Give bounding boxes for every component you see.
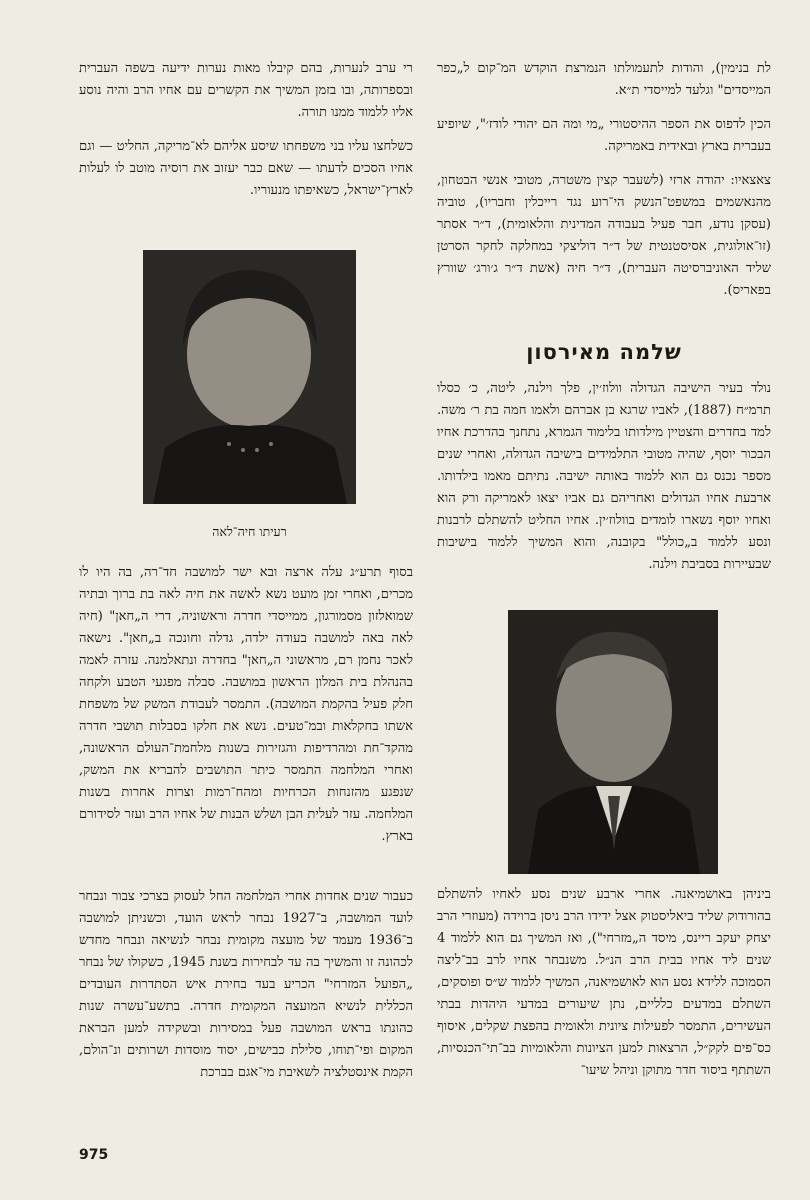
paragraph: הכין לדפוס את הספר ההיסטורי „מי ומה הם יהודי לודז׳", שיופיע בעברית בארץ ובאידית באמריקה. xyxy=(437,117,771,154)
photo-caption: רעיתו חיה־לאה xyxy=(212,524,287,539)
right-column-bottom xyxy=(437,884,771,1082)
left-column-top xyxy=(79,58,413,202)
paragraph: צאצאיו: יהודה ארזי (לשעבר קצין משטרה, מטובי אנשי הבטחון, מהנאשמים במשפט־הנשק הי־רוע נגד רייכלין וחבריו), טוביה (עסקן נודע, חבר פעיל בעבודה המדינית והלאומית), ד״ר אסתר (זו־אולוגית, אסיסטנטית של ד״ר דוליצקי במחלקה לחקר הסרטן שליד האוניברסיטה העברית), ד״ר חיה (אשת ד״ר ג׳ורג׳ שוורץ בפאריס). xyxy=(437,173,771,298)
left-column-bottom-2 xyxy=(79,886,413,1084)
right-column-middle xyxy=(437,378,771,576)
paragraph: רי ערב לנערות, בהם קיבלו מאות נערות ידיעה בשפה העברית ובספרותה, ובו בזמן המשיך את הקשרים עם אחיו הרב והיה נוסע אליו ללמוד ממנו תורה. xyxy=(79,61,413,120)
portrait-photo-wife xyxy=(143,250,356,504)
paragraph: בסוף תרע״ג עלה ארצה ובא ישר למושבה חד־רה, בה היו לו מכרים, ואחרי זמן מועט נשא לאשה את חיה לאה בת ברוך ובתיה שמואלזון מסמורגון, ממייסדי חדרה וראשוניה, דרי ה„חאן" (חיה לאה באה למושבה בעודה ילדה, גדלה וחונכה ב„חאן". נישאה לאכר נחמן רם, מראשוני ה„חאן" בחדרה ונתאלמנה. עזרה לאמה בהנהלת בית המלון הראשון במושבה. סבלה מפגעי הטבע ולקחה חלק פעיל בהקמת המושבה). התמסר לעבודת המשק של משפחת אשתו בחקלאות ובמ־טעים. נשא את חלקו בסבלות תושבי חדרה מהקד־חת ומהרדיפות והגזירות בשנות מלחמת־העולם הראשונה, ואחרי המלחמה התמסר כיתר התושבים להבריא את המשק, שנפגע מהזנחות הכרחיות ומהח־רמות וצרות אחרות בשנות המלחמה. עזר לעלית הבן ושלש הבנות של אחיו הרב ועזר לסידורם בארץ. xyxy=(79,565,413,844)
paragraph: כעבור שנים אחדות אחרי המלחמה החל לעסוק בצרכי צבור ונבחר לועד המושבה, ב־1927 נבחר לראש הועד, וכשניתן למושבה ב־1936 מעמד של מועצה מקומית נבחר לנשיאה ונבחר מחדש לכהונה זו והמשיך בה עד לבחירות בשנת 1945, כשקולו של נבחר „הפועל המזרחי" הכריע בעד בחירת איש הסתדרות העובדים הכללית לנשיא המועצה המקומית חדרה. בתשע־עשרה שנות כהונתו בראש המושבה פעל במסירות ובשקידה למען הבראת המקום ופי־תוחו, סלילת כבישים, יסוד מוסדות ושרותים ונ־הולם, הקמת אינסטלציה לשאיבת מי־אגם בברכת xyxy=(79,889,413,1080)
paragraph: לת בנימין), והודות לתעמולתו הנמרצת הוקדש המ־קום ל„כפר המייסדים" וגלעד למייסדי ת״א. xyxy=(437,61,771,98)
right-column-top xyxy=(437,58,771,302)
left-column-bottom xyxy=(79,562,413,848)
paragraph: נולד בעיר הישיבה הגדולה וולוז׳ין, פלך וילנה, ליטה, כ׳ כסלו תרמ״ח (1887), לאביו שרגא בן אברהם ולאמו חמה בת ר׳ משה. למד בחדרים והצטיין מילדותו בלימוד הגמרא, נתחנך בהדרכת אחיו הבכור יוסף, שהיה מטובי התלמידים בישיבה הגדולה, ואחרי שנים מספר נכנס גם הוא ללמוד באותה ישיבה. נתיתם מאמו בילדותו. ארבעת אחיו הגדולים ואחריהם גם אביו יצאו לאמריקה ורק הוא ואחיו יוסף נשארו לומדים בוולוז׳ין. אחיו החליט להשתלם לרבנות ונסע ללמוד ב„כולל" בקובנה, והוא המשיך ללמוד בישיבות שבעיירות בסביבת וילנה. xyxy=(437,381,771,572)
paragraph: ביניהן באושמיאנה. אחרי ארבע שנים נסע לאחיו להשתלם בהורודוק שליד ביאליסטוק אצל ידידו הרב ניסן ברוידה (מעוזרי הרב יצחק יעקב ריינס, מיסד ה„מזרחי"), ואז המשיך גם הוא ללמוד 4 שנים ליד אחיו בבית הרב הנ״ל. משנבחר אחיו לרב בב־ליצה הסמוכה ללידא נסע הוא לאושמיאנה, המשיך ללמוד ש״ס ופוסקים, השתלם במדעים כלליים, נתן שיעורים במדעי היהדות בבתי העשירים, התמסר לפעילות ציונית ולאומית בהפצת שקלים, איסוף כס־פים לקק״ל, הרצאות למען הציונות והלאומיות בב־תי־הכנסיות, השתתף ביסוד חדר מתוקן וניהל שיעו־ xyxy=(437,887,771,1078)
portrait-photo-meirson xyxy=(508,610,718,874)
paragraph: כשלחצו עליו בני משפחתו שיסע אליהם לא־מריקה, החליט — וגם אחיו הסכים לדעתו — שאם כבר יעזוב את רוסיה מוטב לו לעלות לארץ־ישראל, כשאיפתו מנעוריו. xyxy=(79,139,413,198)
page-number: 975 xyxy=(79,1147,109,1163)
section-heading: שלמה מאירסון xyxy=(526,340,682,364)
